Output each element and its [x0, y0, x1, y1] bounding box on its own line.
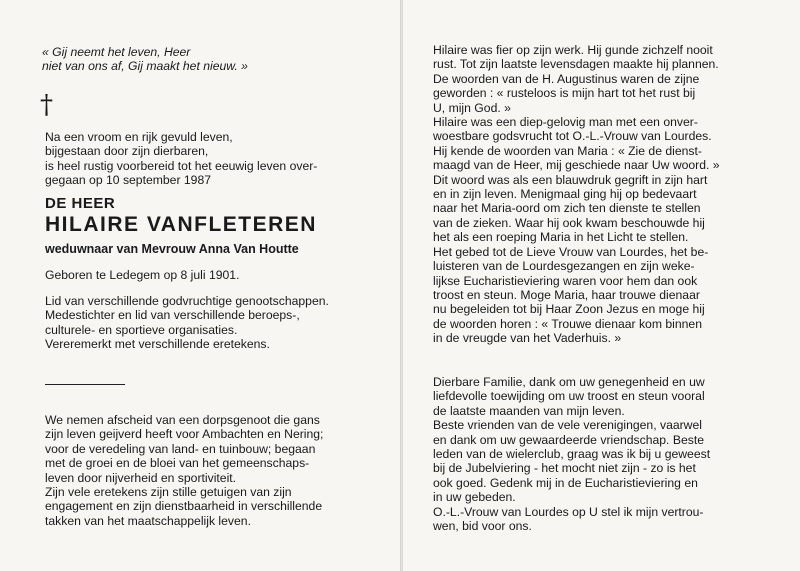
thanks-line: de laatste maanden van mijn leven.: [433, 403, 625, 418]
quote-line: « Gij neemt het leven, Heer: [42, 45, 191, 59]
farewell-line: leven door nijverheid en sportiviteit.: [45, 470, 237, 485]
widower-line: weduwnaar van Mevrouw Anna Van Houtte: [45, 242, 299, 256]
thanks-line: in uw gebeden.: [433, 490, 516, 505]
farewell-line: voor de veredeling van land- en tuinbouw; begaan: [45, 441, 316, 456]
tribute-line: lijkse Eucharistieviering waren voor hem dan ook: [433, 273, 698, 288]
farewell-line: engagement en zijn dienstbaarheid in verschillende: [45, 499, 323, 514]
opening-quote: [42, 45, 248, 74]
divider-line: [45, 384, 125, 385]
thanks-line: ook goed. Gedenk mij in de Eucharistieviering en: [433, 475, 698, 490]
intro-line: bijgestaan door zijn dierbaren,: [45, 144, 209, 159]
intro-line: is heel rustig voorbereid tot het eeuwig leven over-: [45, 158, 318, 173]
birth-info: [45, 268, 239, 282]
tribute-line: de woorden horen : « Trouwe dienaar kom binnen: [433, 316, 702, 331]
membership-line: Lid van verschillende godvruchtige genootschappen.: [45, 294, 329, 308]
farewell-line: zijn leven geijverd heeft voor Ambachten en Nering;: [45, 427, 324, 442]
tribute-line: Het gebed tot de Lieve Vrouw van Lourdes, het be-: [433, 244, 709, 259]
quote-line: niet van ons af, Gij maakt het nieuw. »: [42, 59, 248, 74]
memberships: [45, 294, 329, 352]
thanks-line: leden van de wielerclub, graag was ik bij u geweest: [433, 447, 711, 462]
farewell-text: [45, 413, 323, 528]
thanks-line: Beste vrienden van de vele verenigingen, vaarwel: [433, 418, 702, 433]
tribute-line: troost en steun. Moge Maria, haar trouwe dienaar: [433, 287, 700, 302]
right-page: [403, 0, 800, 571]
thanks-line: liefdevolle toewijding om uw troost en steun vooral: [433, 389, 705, 404]
tribute-line: Hij kende de woorden van Maria : « Zie de dienst-: [433, 143, 702, 158]
tribute-line: geworden : « rusteloos is mijn hart tot het rust bij: [433, 86, 696, 101]
tribute-line: U, mijn God. »: [433, 100, 511, 115]
tribute-line: nu begeleiden tot bij Haar Zoon Jezus en moge hij: [433, 302, 705, 317]
tribute-line: rust. Tot zijn laatste levensdagen maakte hij plannen.: [433, 57, 719, 72]
thanks-line: en dank om uw gewaardeerde vriendschap. Beste: [433, 432, 704, 447]
tribute-line: Hilaire was een diep-gelovig man met een onver-: [433, 115, 698, 130]
thanks-text: [433, 375, 710, 533]
intro-line: gegaan op 10 september 1987: [45, 173, 212, 188]
tribute-line: maagd van de Heer, mij geschiede naar Uw woord. »: [433, 158, 720, 173]
deceased-name: HILAIRE VANFLETEREN: [45, 213, 317, 236]
farewell-line: We nemen afscheid van een dorpsgenoot die gans: [45, 413, 320, 427]
tribute-line: Dit woord was als een blauwdruk gegrift in zijn hart: [433, 172, 708, 187]
tribute-line: en in zijn leven. Menigmaal ging hij op bedevaart: [433, 187, 697, 202]
thanks-line: O.-L.-Vrouw van Lourdes op U stel ik mijn vertrou-: [433, 504, 704, 519]
farewell-line: met de groei en de bloei van het gemeenschaps-: [45, 456, 310, 471]
tribute-text: [433, 43, 720, 346]
thanks-line: Dierbare Familie, dank om uw genegenheid en uw: [433, 375, 705, 389]
tribute-line: woestbare godsvrucht tot O.-L.-Vrouw van Lourdes.: [433, 129, 712, 144]
farewell-line: Zijn vele eretekens zijn stille getuigen van zijn: [45, 485, 292, 500]
tribute-line: in de vreugde van het Vaderhuis. »: [433, 331, 622, 346]
intro-text: [45, 130, 317, 188]
membership-line: Medestichter en lid van verschillende beroeps-,: [45, 308, 300, 323]
membership-line: culturele- en sportieve organisaties.: [45, 322, 238, 337]
tribute-line: luisteren van de Lourdesgezangen en zijn weke-: [433, 259, 695, 274]
thanks-line: wen, bid voor ons.: [433, 519, 532, 534]
farewell-line: takken van het maatschappelijk leven.: [45, 513, 251, 528]
tribute-line: De woorden van de H. Augustinus waren de zijne: [433, 71, 700, 86]
membership-line: Vereremerkt met verschillende eretekens.: [45, 337, 270, 352]
cross-symbol: †: [40, 90, 53, 120]
tribute-line: het als een roeping Maria in het Licht te stellen.: [433, 230, 689, 245]
honorific-title: DE HEER: [45, 195, 116, 212]
tribute-line: Hilaire was fier op zijn werk. Hij gunde zichzelf nooit: [433, 43, 713, 57]
thanks-line: bij de Jubelviering - het mocht niet zijn - zo is het: [433, 461, 696, 476]
tribute-line: van de zieken. Waar hij ook kwam beschouwde hij: [433, 215, 705, 230]
birth-line: Geboren te Ledegem op 8 juli 1901.: [45, 268, 240, 282]
intro-line: Na een vroom en rijk gevuld leven,: [45, 130, 233, 144]
tribute-line: naar het Maria-oord om zich ten dienste te stellen: [433, 201, 701, 216]
